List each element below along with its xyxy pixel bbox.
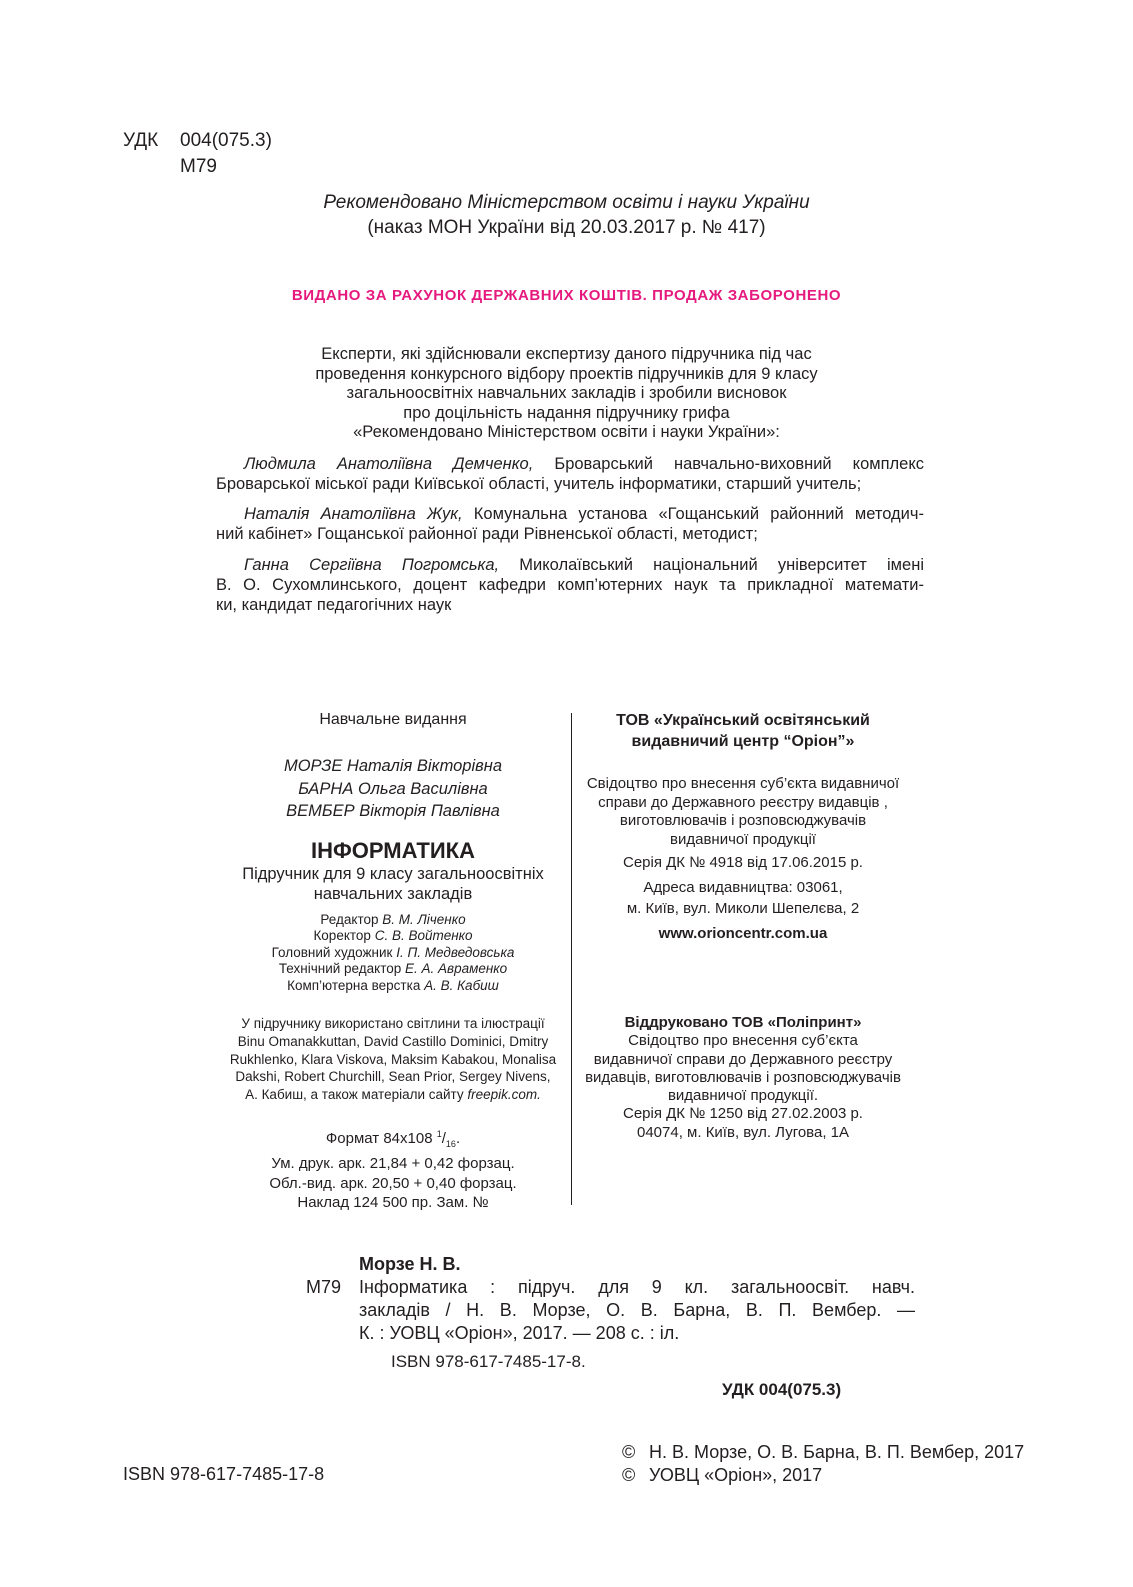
- spec-line: Наклад 124 500 пр. Зам. №: [297, 1194, 489, 1212]
- certificate-line: виготовлювачів і розповсюджувачів: [619, 812, 867, 829]
- copyright-symbol: ©: [622, 1442, 636, 1462]
- illustrations-credits: [208, 1015, 578, 1104]
- publisher-website: www.orioncentr.com.ua: [658, 925, 828, 942]
- staff-row: [208, 912, 578, 929]
- biblio-udk: УДК 004(075.3): [722, 1380, 842, 1399]
- address-line: м. Київ, вул. Миколи Шепелєва, 2: [626, 900, 860, 917]
- author-name: ВЕМБЕР Вікторія Павлівна: [286, 802, 500, 820]
- column-divider: [571, 713, 572, 1205]
- author-name: БАРНА Ольга Василівна: [298, 779, 488, 798]
- intro-line: про доцільність надання підручнику грифа: [403, 403, 730, 422]
- staff-row: [208, 961, 578, 978]
- expert-name: Наталія Анатоліївна Жук,: [244, 505, 463, 523]
- biblio-author: Морзе Н. В.: [359, 1254, 461, 1274]
- edition-type: Навчальне видання: [319, 711, 467, 728]
- credit-text: А. Кабиш, а також матеріали сайту: [245, 1087, 464, 1103]
- expert-affiliation: В. О. Сухомлинського, доцент кафедри комп’ютерних наук та прикладної математи-: [216, 575, 924, 594]
- staff-role: Головний художник: [271, 944, 393, 960]
- credit-site: freepik.com.: [467, 1087, 541, 1103]
- copyright-line: [622, 1441, 1024, 1464]
- expert-affiliation: Броварський навчально-виховний комплекс: [554, 455, 924, 473]
- print-specs: [208, 1125, 578, 1213]
- printer-name: Віддруковано ТОВ «Поліпринт»: [624, 1014, 862, 1031]
- publisher-address: [583, 877, 903, 919]
- expert-affiliation: ний кабінет» Гощанської районної ради Рівненської області, методист;: [216, 524, 758, 543]
- staff-row: [208, 978, 578, 995]
- printer-line: видавничої продукції.: [667, 1087, 819, 1105]
- copyright-symbol: ©: [622, 1465, 636, 1485]
- address-line: Адреса видавництва: 03061,: [643, 879, 843, 896]
- authors-list: [208, 755, 578, 823]
- staff-name: А. В. Кабиш: [424, 977, 499, 993]
- intro-line: проведення конкурсного відбору проектів підручників для 9 класу: [315, 364, 818, 383]
- biblio-isbn: ISBN 978-617-7485-17-8.: [391, 1352, 586, 1371]
- intro-line: «Рекомендовано Міністерством освіти і науки України»:: [353, 423, 780, 442]
- printer-line: 04074, м. Київ, вул. Лугова, 1А: [637, 1123, 849, 1141]
- copyright-block: [622, 1441, 1024, 1487]
- certificate-line: Свідоцтво про внесення суб’єкта видавничої: [586, 775, 900, 792]
- subtitle-line: навчальних закладів: [313, 884, 473, 903]
- udk-classification: [123, 128, 272, 180]
- printer-line: видавничої справи до Державного реєстру: [593, 1050, 893, 1068]
- publisher-series: Серія ДК № 4918 від 17.06.2015 р.: [623, 854, 863, 871]
- biblio-line: закладів / Н. В. Морзе, О. В. Барна, В. П. Вембер. —: [359, 1300, 915, 1320]
- copyright-text: Н. В. Морзе, О. В. Барна, В. П. Вембер, 2017: [649, 1442, 1025, 1462]
- format-denominator: 16: [445, 1138, 456, 1149]
- spec-line: Ум. друк. арк. 21,84 + 0,42 форзац.: [271, 1155, 515, 1173]
- book-title: ІНФОРМАТИКА: [311, 837, 475, 863]
- biblio-mark: М79: [306, 1277, 342, 1297]
- printer-info: [583, 1014, 903, 1142]
- publisher-line: ТОВ «Український освітянський: [616, 712, 870, 729]
- author-name: МОРЗЕ Наталія Вікторівна: [283, 757, 503, 775]
- staff-row: [208, 945, 578, 962]
- order-line: (наказ МОН України від 20.03.2017 р. № 417): [367, 217, 766, 238]
- intro-line: Експерти, які здійснювали експертизу даного підручника під час: [321, 345, 812, 363]
- publisher-info: [583, 710, 903, 1142]
- intro-line: загальноосвітніх навчальних закладів і зробили висновок: [346, 384, 787, 403]
- biblio-row: [306, 1276, 915, 1299]
- staff-name: В. М. Ліченко: [382, 911, 466, 927]
- staff-name: І. П. Медведовська: [396, 944, 515, 960]
- expert-affiliation: Миколаївський національний університет імені: [519, 556, 924, 574]
- biblio-line: Інформатика : підруч. для 9 кл. загальноосвіт. навч.: [359, 1277, 915, 1297]
- ministry-recommendation: [0, 190, 1133, 240]
- book-subtitle: [208, 864, 578, 904]
- udk-code: 004(075.3): [180, 130, 272, 151]
- expert-entry: [216, 505, 924, 545]
- expert-affiliation: Комунальна установа «Гощанський районний методич-: [473, 505, 924, 523]
- staff-list: [208, 912, 578, 995]
- spec-line: Обл.-вид. арк. 20,50 + 0,40 форзац.: [269, 1174, 517, 1192]
- certificate-line: видавничої продукції: [670, 830, 816, 848]
- recommendation-line: Рекомендовано Міністерством освіти і науки України: [323, 192, 810, 213]
- credit-line: Dakshi, Robert Churchill, Sean Prior, Sergey Nivens,: [235, 1069, 551, 1085]
- publisher-certificate: [583, 775, 903, 849]
- staff-name: С. В. Войтенко: [374, 928, 473, 943]
- publisher-name: [583, 710, 903, 752]
- edition-info: [208, 710, 578, 1213]
- copyright-text: УОВЦ «Оріон», 2017: [649, 1465, 823, 1485]
- printer-line: Свідоцтво про внесення суб’єкта: [628, 1032, 858, 1050]
- format-line: Формат 84х108 $^1/_{16}$.: [325, 1128, 461, 1149]
- printer-line: видавців, виготовлювачів і розповсюджувачів: [585, 1068, 901, 1086]
- certificate-line: справи до Державного реєстру видавців ,: [598, 793, 888, 811]
- expert-name: Людмила Анатоліївна Демченко,: [244, 455, 534, 473]
- staff-role: Комп’ютерна верстка: [287, 977, 421, 993]
- printer-line: Серія ДК № 1250 від 27.02.2003 р.: [623, 1105, 863, 1123]
- udk-label: УДК: [123, 130, 159, 151]
- credit-line: [208, 1086, 578, 1104]
- biblio-line: К. : УОВЦ «Оріон», 2017. — 208 с. : іл.: [359, 1323, 680, 1343]
- format-text: Формат 84х108: [325, 1129, 433, 1147]
- bibliographic-record: [306, 1253, 915, 1401]
- expert-name: Ганна Сергіївна Погромська,: [244, 556, 500, 574]
- expert-affiliation: ки, кандидат педагогічних наук: [216, 595, 452, 614]
- subtitle-line: Підручник для 9 класу загальноосвітніх: [242, 864, 544, 883]
- credit-line: Rukhlenko, Klara Viskova, Maksim Kabakou, Monalisa: [229, 1051, 557, 1067]
- expert-entry: [216, 455, 924, 495]
- staff-name: Е. А. Авраменко: [405, 961, 508, 976]
- staff-row: [208, 928, 578, 945]
- credit-line: Binu Omanakkuttan, David Castillo Dominici, Dmitry: [237, 1033, 549, 1049]
- staff-role: Коректор: [313, 928, 371, 943]
- staff-role: Технічний редактор: [278, 961, 402, 976]
- staff-role: Редактор: [320, 911, 379, 927]
- expert-entry: [216, 556, 924, 615]
- format-numerator: 1: [436, 1128, 442, 1139]
- experts-intro: [0, 345, 1133, 443]
- copyright-line: [622, 1464, 1024, 1487]
- author-mark: М79: [180, 156, 217, 177]
- publisher-line: видавничий центр “Оріон”»: [631, 733, 855, 750]
- credit-line: У підручнику використано світлини та ілюстрації: [241, 1016, 545, 1031]
- isbn: ISBN 978-617-7485-17-8: [123, 1464, 325, 1484]
- state-funds-notice: ВИДАНО ЗА РАХУНОК ДЕРЖАВНИХ КОШТІВ. ПРОДАЖ ЗАБОРОНЕНО: [291, 287, 842, 304]
- expert-affiliation: Броварської міської ради Київської області, учитель інформатики, старший учитель;: [216, 474, 862, 493]
